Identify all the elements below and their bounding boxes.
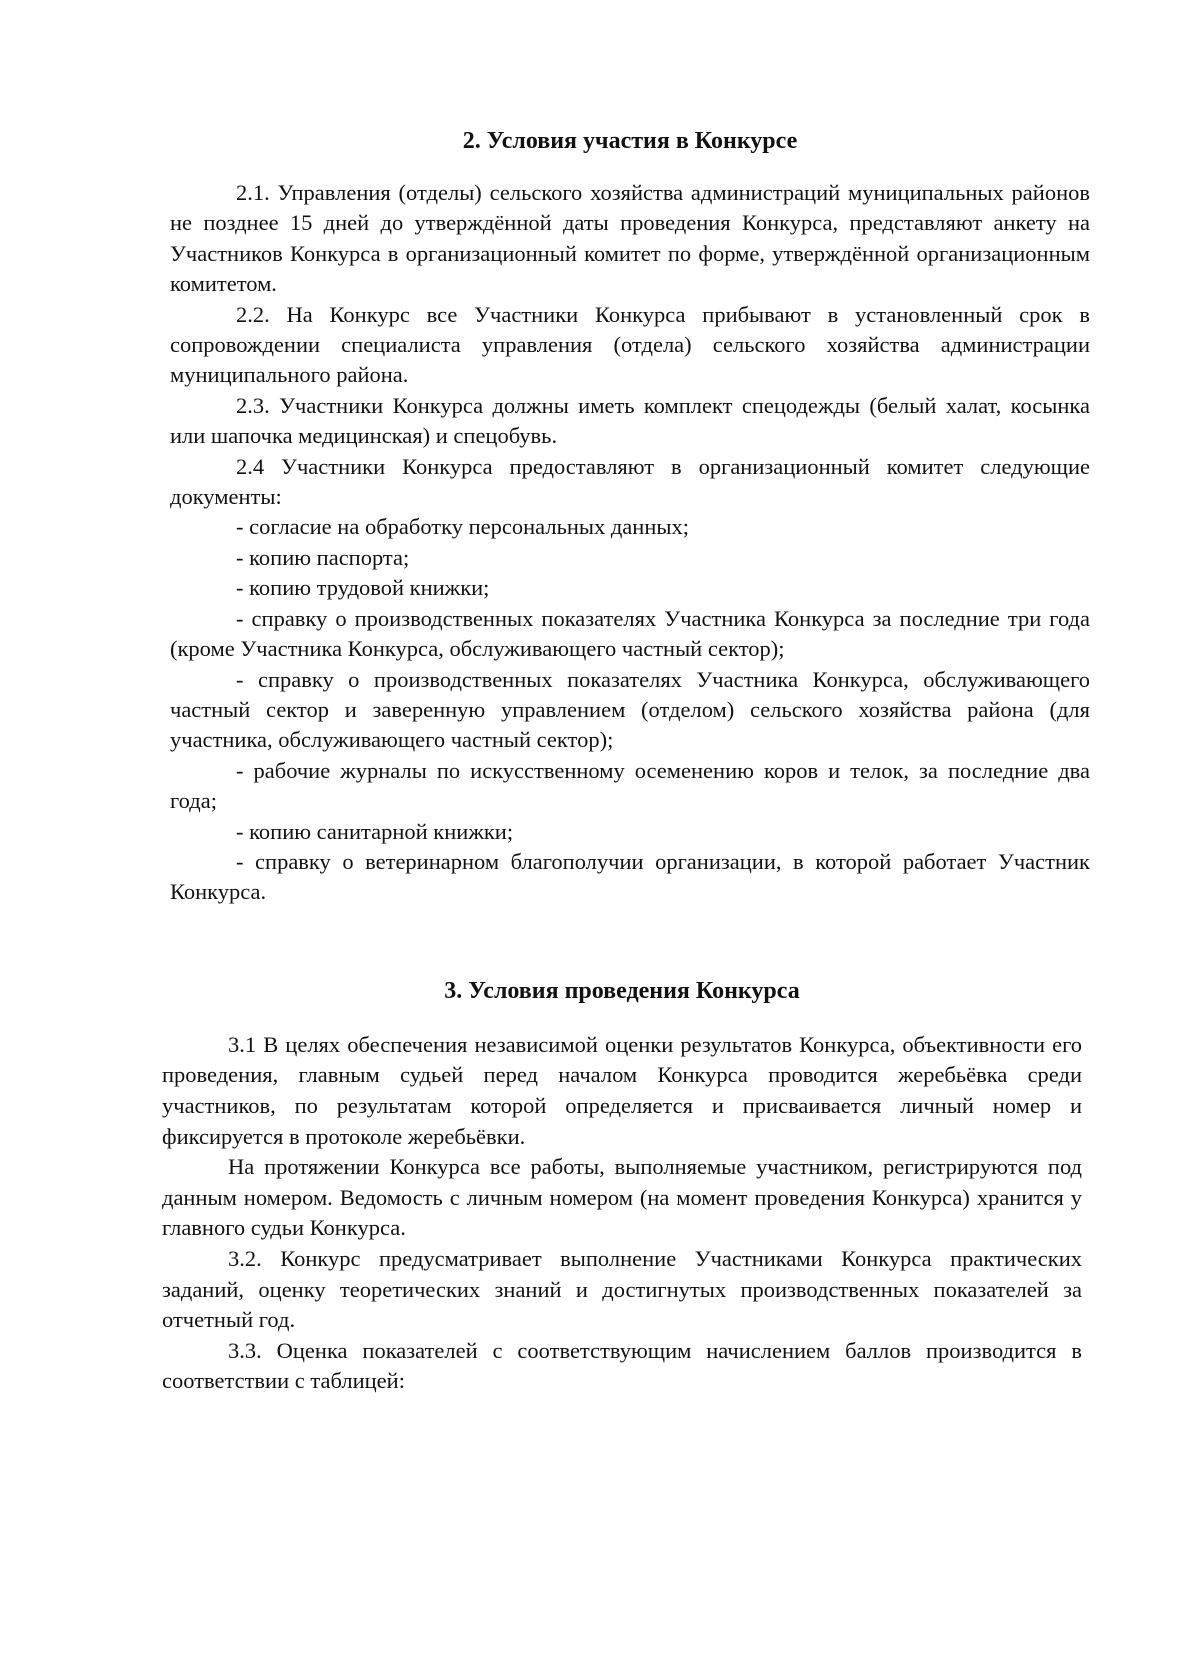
document-list-item: - копию санитарной книжки;	[236, 818, 514, 844]
paragraph-2-3: 2.3. Участники Конкурса должны иметь комплект спецодежды (белый халат, косынка или шапочка медицинская) и спецобувь.	[170, 392, 1090, 449]
paragraph-2-4: 2.4 Участники Конкурса предоставляют в организационный комитет следующие документы:	[170, 453, 1090, 510]
document-list-item: - копию трудовой книжки;	[236, 575, 490, 601]
section-2-title: 2. Условия участия в Конкурсе	[462, 128, 798, 154]
section-3-title: 3. Условия проведения Конкурса	[444, 977, 800, 1004]
paragraph-3-1-cont: На протяжении Конкурса все работы, выполняемые участником, регистрируются под данным номером. Ведомость с личным номером (на момент проведения Конкурса) хранится у главного судьи Конкурса.	[162, 1154, 1082, 1241]
paragraph-2-2: 2.2. На Конкурс все Участники Конкурса прибывают в установленный срок в сопровождении специалиста управления (отдела) сельского хозяйства администрации муниципального района.	[170, 301, 1090, 388]
document-list-item: - рабочие журналы по искусственному осеменению коров и телок, за последние два года;	[170, 757, 1090, 814]
document-list-item: - копию паспорта;	[236, 544, 410, 570]
document-list-item: - справку о ветеринарном благополучии организации, в которой работает Участник Конкурса.	[170, 848, 1090, 905]
paragraph-2-1: 2.1. Управления (отделы) сельского хозяйства администраций муниципальных районов не позднее 15 дней до утверждённой даты проведения Конкурса, представляют анкету на Участников Конкурса в организационный комитет по форме, утверждённой организационным комитетом.	[170, 180, 1090, 297]
paragraph-3-2: 3.2. Конкурс предусматривает выполнение Участниками Конкурса практических заданий, оценку теоретических знаний и достигнутых производственных показателей за отчетный год.	[162, 1245, 1082, 1333]
section-3	[162, 976, 1082, 1397]
document-list-item: - согласие на обработку персональных данных;	[236, 514, 689, 540]
paragraph-3-1: 3.1 В целях обеспечения независимой оценки результатов Конкурса, объективности его проведения, главным судьей перед началом Конкурса проводится жеребьёвка среди участников, по результатам которой определяется и присваивается личный номер и фиксируется в протоколе жеребьёвки.	[162, 1031, 1082, 1149]
document-list-item: - справку о производственных показателях Участника Конкурса за последние три года (кроме Участника Конкурса, обслуживающего частный сектор);	[170, 605, 1090, 662]
document-list-item: - справку о производственных показателях Участника Конкурса, обслуживающего частный сектор и заверенную управлением (отделом) сельского хозяйства района (для участника, обслуживающего частный сектор);	[170, 666, 1090, 753]
paragraph-3-3: 3.3. Оценка показателей с соответствующим начислением баллов производится в соответствии с таблицей:	[162, 1337, 1082, 1394]
